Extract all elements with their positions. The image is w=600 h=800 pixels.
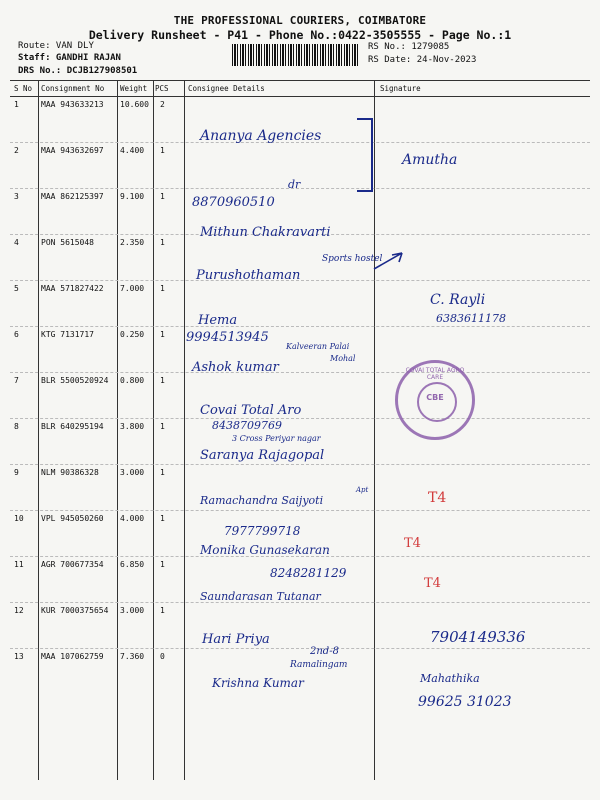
row-consignment: PON 5615048 <box>41 238 94 247</box>
stamp-center-text: CBE <box>426 393 444 402</box>
col-header-weight: Weight <box>120 84 148 93</box>
hw-consignee: Krishna Kumar <box>212 676 304 690</box>
col-header-pcs: PCS <box>155 84 169 93</box>
row-sno: 6 <box>14 330 19 339</box>
row-consignment: AGR 700677354 <box>41 560 104 569</box>
hw-phone: 8248281129 <box>270 566 347 580</box>
rs-date: RS Date: 24-Nov-2023 <box>368 55 477 65</box>
hw-mark: T4 <box>428 490 447 506</box>
table-top-border <box>10 80 590 81</box>
row-divider <box>10 372 590 373</box>
row-sno: 10 <box>14 514 24 523</box>
hw-note: dr <box>288 178 301 191</box>
table-row <box>0 284 600 330</box>
row-sno: 9 <box>14 468 19 477</box>
row-divider <box>10 510 590 511</box>
table-header-border <box>10 96 590 97</box>
staff-label: Staff: GANDHI RAJAN <box>18 53 121 63</box>
col-header-sno: S No <box>14 84 33 93</box>
drs-number: DRS No.: DCJB127908501 <box>18 66 138 76</box>
hw-scribble <box>372 251 406 271</box>
row-weight: 0.250 <box>120 330 145 339</box>
hw-mark: T4 <box>404 536 421 551</box>
company-stamp <box>395 360 475 440</box>
hw-phone: 7904149336 <box>430 628 526 646</box>
row-sno: 4 <box>14 238 19 247</box>
col-header-consignment: Consignment No <box>41 84 105 93</box>
hw-address: Kalveeran Palai <box>286 342 350 351</box>
hw-consignee: Saundarasan Tutanar <box>200 590 321 603</box>
row-pcs: 1 <box>160 468 165 477</box>
row-pcs: 1 <box>160 560 165 569</box>
table-row <box>0 330 600 376</box>
row-sno: 5 <box>14 284 19 293</box>
hw-address: Mohal <box>330 354 356 363</box>
row-sno: 8 <box>14 422 19 431</box>
row-weight: 3.800 <box>120 422 145 431</box>
row-pcs: 0 <box>160 652 165 661</box>
row-consignment: BLR 640295194 <box>41 422 104 431</box>
hw-phone: 8438709769 <box>212 419 282 432</box>
hw-signature: Amutha <box>402 152 458 168</box>
hw-signature: Mahathika <box>420 672 480 685</box>
row-pcs: 1 <box>160 146 165 155</box>
row-pcs: 1 <box>160 192 165 201</box>
row-consignment: MAA 107062759 <box>41 652 104 661</box>
row-divider <box>10 648 590 649</box>
row-consignment: MAA 571827422 <box>41 284 104 293</box>
row-weight: 10.600 <box>120 100 149 109</box>
row-consignment: KTG 7131717 <box>41 330 94 339</box>
row-sno: 12 <box>14 606 24 615</box>
row-weight: 4.000 <box>120 514 145 523</box>
hw-mark: T4 <box>424 576 441 591</box>
hw-note: Apt <box>356 486 369 494</box>
handwritten-bracket <box>357 118 373 192</box>
row-consignment: MAA 862125397 <box>41 192 104 201</box>
hw-address: 2nd-8 <box>310 646 339 657</box>
row-weight: 0.800 <box>120 376 145 385</box>
row-pcs: 1 <box>160 422 165 431</box>
row-sno: 13 <box>14 652 24 661</box>
row-sno: 1 <box>14 100 19 109</box>
row-weight: 3.000 <box>120 468 145 477</box>
hw-consignee: Ashok kumar <box>192 360 279 375</box>
hw-address: 3 Cross Periyar nagar <box>232 434 321 443</box>
hw-phone: 7977799718 <box>224 524 301 538</box>
row-pcs: 1 <box>160 376 165 385</box>
runsheet-subtitle: Delivery Runsheet - P41 - Phone No.:0422-3505555 - Page No.:1 <box>88 28 512 42</box>
row-consignment: KUR 7000375654 <box>41 606 109 615</box>
rs-number: RS No.: 1279085 <box>368 42 450 52</box>
row-weight: 4.400 <box>120 146 145 155</box>
hw-consignee: Ramachandra Saijyoti <box>200 494 324 507</box>
hw-phone: 6383611178 <box>436 312 506 325</box>
row-divider <box>10 418 590 419</box>
hw-consignee: Monika Gunasekaran <box>200 543 330 557</box>
hw-address: Sports hostel <box>322 254 383 264</box>
row-divider <box>10 326 590 327</box>
stamp-ring-text: COVAI TOTAL AGRO CARE <box>405 367 465 381</box>
row-pcs: 1 <box>160 284 165 293</box>
route-label: Route: VAN DLY <box>18 41 94 51</box>
col-header-consignee: Consignee Details <box>188 84 265 93</box>
row-pcs: 2 <box>160 100 165 109</box>
hw-signature: C. Rayli <box>430 292 486 308</box>
row-sno: 7 <box>14 376 19 385</box>
table-row <box>0 652 600 698</box>
table-row <box>0 468 600 514</box>
row-consignment: NLM 90386328 <box>41 468 99 477</box>
barcode <box>232 44 360 66</box>
row-consignment: MAA 943632697 <box>41 146 104 155</box>
hw-consignee: Hari Priya <box>202 632 270 647</box>
hw-phone: 8870960510 <box>192 195 275 210</box>
hw-consignee: Mithun Chakravarti <box>200 225 331 240</box>
hw-phone: 99625 31023 <box>418 694 512 710</box>
row-divider <box>10 464 590 465</box>
hw-consignee: Covai Total Aro <box>200 403 302 418</box>
row-weight: 9.100 <box>120 192 145 201</box>
row-consignment: VPL 945050260 <box>41 514 104 523</box>
row-consignment: BLR 5500520924 <box>41 376 109 385</box>
row-weight: 6.850 <box>120 560 145 569</box>
col-header-signature: Signature <box>380 84 421 93</box>
hw-consignee: Saranya Rajagopal <box>200 448 325 463</box>
stamp-inner-ring <box>417 382 457 422</box>
hw-consignee: Hema <box>198 313 238 328</box>
row-sno: 2 <box>14 146 19 155</box>
row-pcs: 1 <box>160 238 165 247</box>
row-sno: 3 <box>14 192 19 201</box>
row-consignment: MAA 943633213 <box>41 100 104 109</box>
hw-phone: 9994513945 <box>186 330 269 345</box>
company-title: THE PROFESSIONAL COURIERS, COIMBATORE <box>173 14 427 27</box>
row-weight: 7.000 <box>120 284 145 293</box>
row-pcs: 1 <box>160 606 165 615</box>
hw-address: Ramalingam <box>290 660 348 670</box>
row-pcs: 1 <box>160 330 165 339</box>
row-weight: 3.000 <box>120 606 145 615</box>
row-weight: 2.350 <box>120 238 145 247</box>
row-weight: 7.360 <box>120 652 145 661</box>
hw-consignee: Ananya Agencies <box>200 128 322 144</box>
hw-consignee: Purushothaman <box>196 268 301 283</box>
row-pcs: 1 <box>160 514 165 523</box>
row-sno: 11 <box>14 560 24 569</box>
